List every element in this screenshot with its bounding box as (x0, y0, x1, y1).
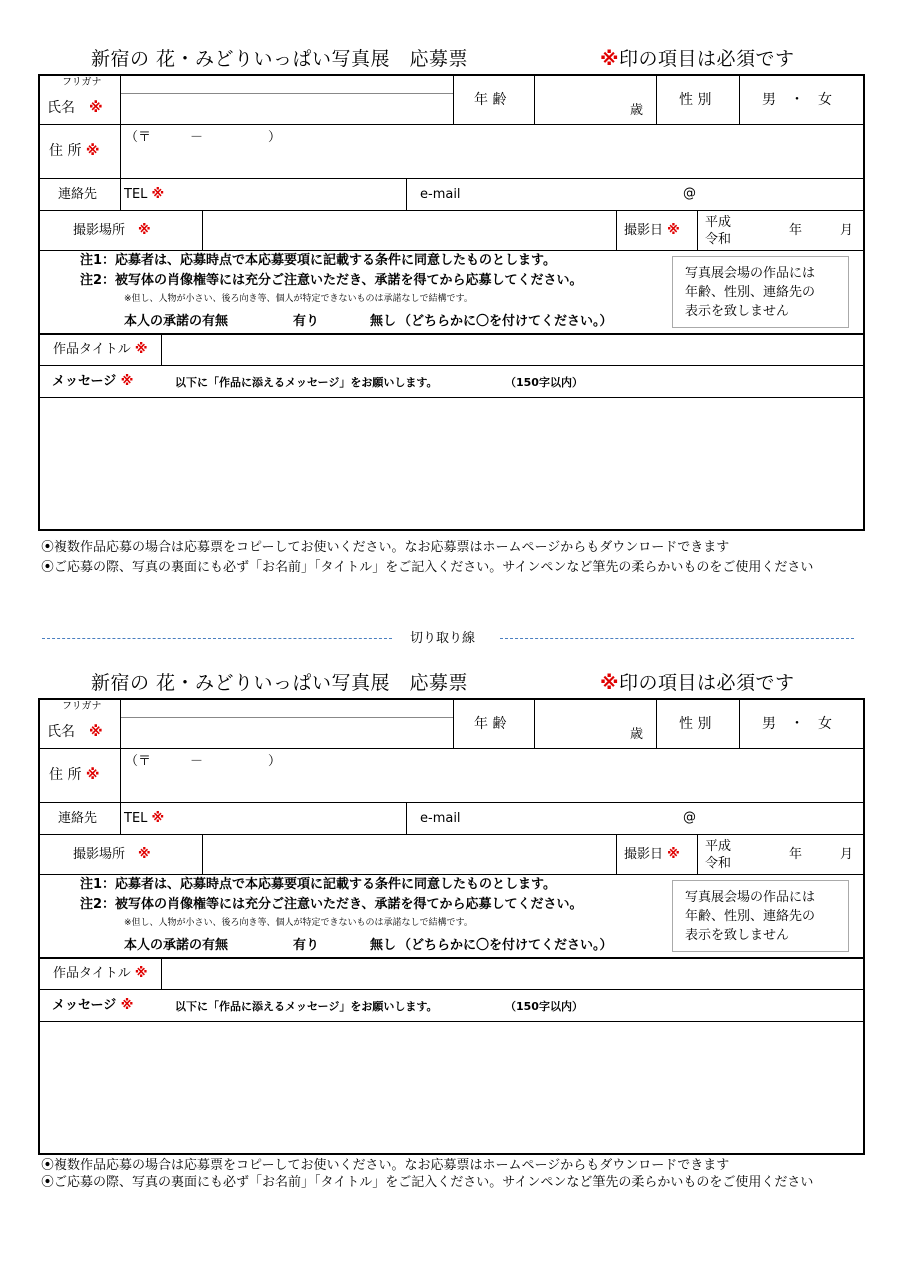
address-field[interactable] (122, 126, 863, 177)
message-instruction: 以下に「作品に添えるメッセージ」をお願いします。 (175, 1000, 438, 1013)
note-1: 注1：応募者は、応募時点で本応募要項に記載する条件に同意したものとします。 (80, 253, 557, 268)
age-field[interactable] (536, 77, 655, 123)
tel-label: TEL ※ (124, 811, 165, 826)
bullet-photo-back: ⦿ご応募の際、写真の裏面にも必ず「お名前」「タイトル」をご記入ください。サインペンなど筆先の柔らかいものをご使用ください (41, 560, 814, 575)
note-2-sub: ※但し、人物が小さい、後ろ向き等、個人が特定できないものは承諾なしで結構です。 (124, 294, 473, 304)
era-reiwa: 令和 (705, 856, 732, 871)
age-label: 年 齢 (474, 716, 507, 732)
work-title-field[interactable] (163, 960, 863, 988)
consent-yes[interactable]: 有り (293, 314, 320, 329)
era-heisei: 平成 (705, 839, 732, 854)
form-title: 新宿の 花・みどりいっぱい写真展 応募票 (91, 672, 469, 694)
tel-field[interactable] (190, 180, 404, 209)
display-note-box: 写真展会場の作品には 年齢、性別、連絡先の 表示を致しません (672, 256, 849, 328)
cut-line-label: 切り取り線 (410, 631, 476, 646)
message-label: メッセージ ※ (52, 998, 134, 1013)
work-title-label: 作品タイトル ※ (53, 342, 148, 357)
age-unit: 歳 (630, 103, 644, 118)
month-unit: 月 (840, 223, 854, 238)
at-sign: @ (683, 186, 696, 201)
bullet-copy-form: ⦿複数作品応募の場合は応募票をコピーしてお使いください。なお応募票はホームページからもダウンロードできます (41, 1158, 730, 1173)
consent-no[interactable]: 無し (370, 314, 397, 329)
consent-instruction: （どちらかに〇を付けてください。） (398, 938, 613, 953)
note-2: 注2：被写体の肖像権等には充分ご注意いただき、承諾を得てから応募してください。 (80, 273, 583, 288)
name-label: 氏名 ※ (47, 100, 103, 116)
location-field[interactable] (204, 212, 614, 249)
date-label: 撮影日 ※ (624, 847, 680, 862)
name-field[interactable] (122, 95, 451, 123)
year-unit: 年 (789, 847, 803, 862)
bullet-copy-form: ⦿複数作品応募の場合は応募票をコピーしてお使いください。なお応募票はホームページからもダウンロードできます (41, 540, 730, 555)
age-field[interactable] (536, 701, 655, 747)
message-instruction: 以下に「作品に添えるメッセージ」をお願いします。 (175, 376, 438, 389)
address-field[interactable] (122, 750, 863, 801)
message-field[interactable] (42, 1023, 863, 1153)
consent-instruction: （どちらかに〇を付けてください。） (398, 314, 613, 329)
era-heisei: 平成 (705, 215, 732, 230)
contact-label: 連絡先 (58, 811, 98, 826)
consent-label: 本人の承諾の有無 (124, 938, 229, 953)
entry-form-bottom (0, 624, 905, 1190)
note-1: 注1：応募者は、応募時点で本応募要項に記載する条件に同意したものとします。 (80, 877, 557, 892)
address-label: 住 所 ※ (49, 143, 100, 159)
tel-label: TEL ※ (124, 187, 165, 202)
location-field[interactable] (204, 836, 614, 873)
consent-label: 本人の承諾の有無 (124, 314, 229, 329)
email-field[interactable] (470, 804, 863, 833)
gender-options[interactable]: 男 ・ 女 (762, 716, 832, 732)
month-unit: 月 (840, 847, 854, 862)
bullet-photo-back: ⦿ご応募の際、写真の裏面にも必ず「お名前」「タイトル」をご記入ください。サインペンなど筆先の柔らかいものをご使用ください (41, 1175, 814, 1190)
email-field[interactable] (470, 180, 863, 209)
location-label: 撮影場所 ※ (73, 847, 151, 862)
age-label: 年 齢 (474, 92, 507, 108)
contact-label: 連絡先 (58, 187, 98, 202)
era-reiwa: 令和 (705, 232, 732, 247)
furigana-label: フリガナ (62, 77, 102, 88)
display-note-box: 写真展会場の作品には 年齢、性別、連絡先の 表示を致しません (672, 880, 849, 952)
date-label: 撮影日 ※ (624, 223, 680, 238)
address-label: 住 所 ※ (49, 767, 100, 783)
required-notice: ※印の項目は必須です (600, 672, 795, 694)
postal-code: （〒 － ） (125, 754, 282, 769)
gender-label: 性 別 (679, 92, 712, 108)
name-field[interactable] (122, 719, 451, 747)
postal-code: （〒 － ） (125, 130, 282, 145)
note-2-sub: ※但し、人物が小さい、後ろ向き等、個人が特定できないものは承諾なしで結構です。 (124, 918, 473, 928)
email-label: e-mail (420, 811, 461, 826)
form-title: 新宿の 花・みどりいっぱい写真展 応募票 (91, 48, 469, 70)
location-label: 撮影場所 ※ (73, 223, 151, 238)
tel-field[interactable] (190, 804, 404, 833)
required-notice: ※印の項目は必須です (600, 48, 795, 70)
message-limit: （150字以内） (505, 1000, 583, 1013)
message-limit: （150字以内） (505, 376, 583, 389)
gender-label: 性 別 (679, 716, 712, 732)
entry-form-top (0, 0, 905, 575)
message-field[interactable] (42, 399, 863, 529)
furigana-field[interactable] (122, 77, 451, 92)
message-label: メッセージ ※ (52, 374, 134, 389)
note-2: 注2：被写体の肖像権等には充分ご注意いただき、承諾を得てから応募してください。 (80, 897, 583, 912)
at-sign: @ (683, 810, 696, 825)
work-title-field[interactable] (163, 336, 863, 364)
consent-yes[interactable]: 有り (293, 938, 320, 953)
work-title-label: 作品タイトル ※ (53, 966, 148, 981)
age-unit: 歳 (630, 727, 644, 742)
email-label: e-mail (420, 187, 461, 202)
furigana-field[interactable] (122, 701, 451, 716)
consent-no[interactable]: 無し (370, 938, 397, 953)
gender-options[interactable]: 男 ・ 女 (762, 92, 832, 108)
furigana-label: フリガナ (62, 701, 102, 712)
name-label: 氏名 ※ (47, 724, 103, 740)
year-unit: 年 (789, 223, 803, 238)
